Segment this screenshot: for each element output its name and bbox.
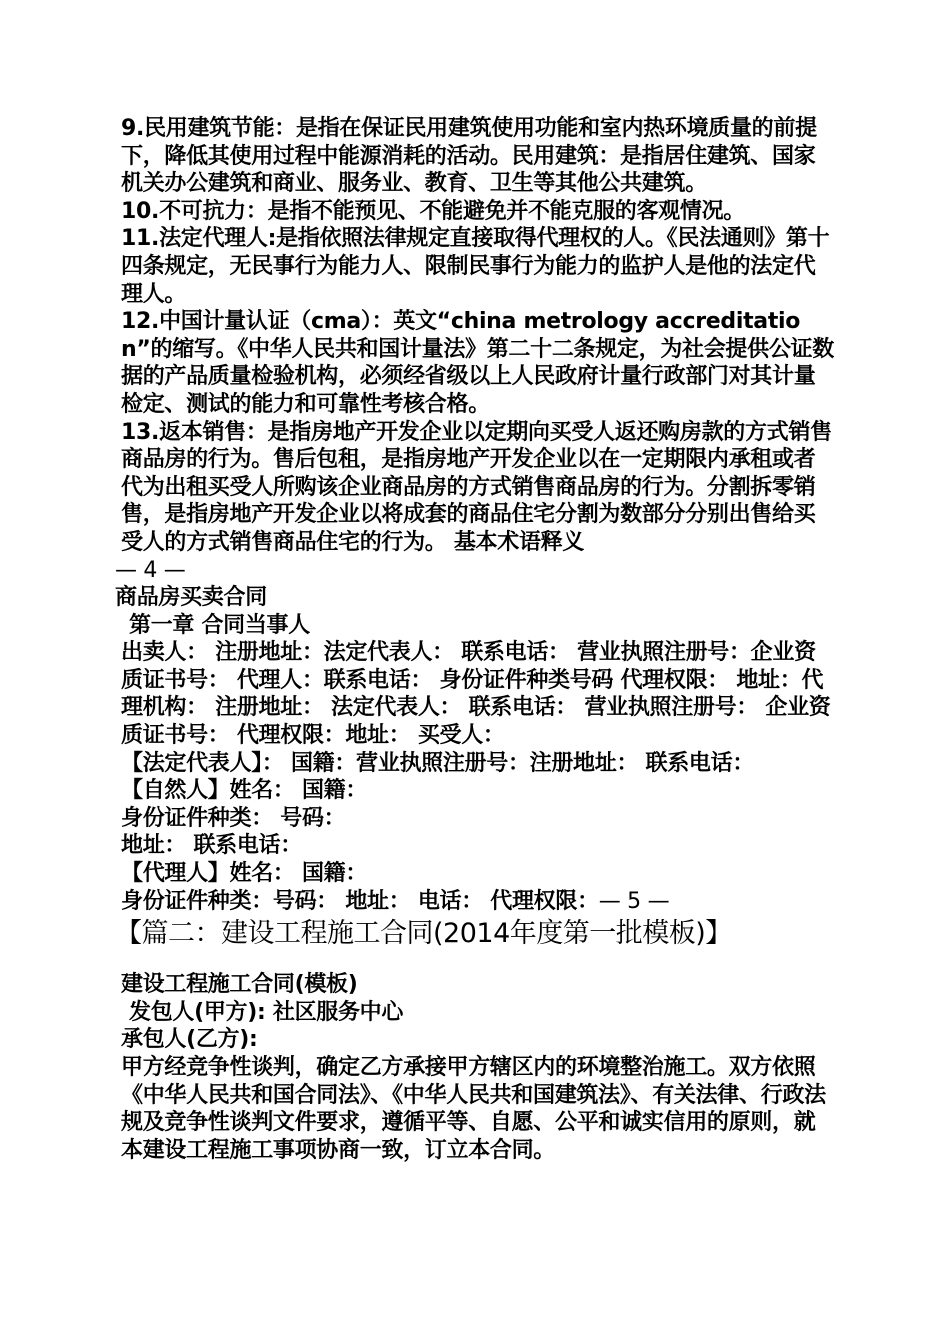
term-12-paragraph: 12.中国计量认证（cma）：英文“china metrology accreditation”的缩写。《中华人民共和国计量法》第二十二条规定，为社会提供公证数据的产品质量检验机构，必须经省级以上人民政府计量行政部门对其计量检定、测试的能力和可靠性考核合格。 (121, 309, 834, 417)
agent-line: 【代理人】姓名： 国籍： (121, 861, 368, 887)
chapter-heading: 第一章 合同当事人 (129, 612, 310, 638)
id-type-line: 身份证件种类： 号码： (121, 805, 346, 831)
seller-parties-block: 出卖人： 注册地址：法定代表人： 联系电话： 营业执照注册号：企业资质证书号： 代理人：联系电话： 身份证件种类号码 代理权限： 地址：代理机构： 注册地址： 法定代表人： 联系电话： 营业执照注册号： 企业资质证书号： 代理权限：地址： 买受人： (121, 640, 831, 749)
contract-body-paragraph: 甲方经竞争性谈判，确定乙方承接甲方辖区内的环境整治施工。双方依照《中华人民共和国合同法》、《中华人民共和国建筑法》、有关法律、行政法规及竞争性谈判文件要求，遵循平等、自愿、公平和诚实信用的原则，就本建设工程施工事项协商一致，订立本合同。 (121, 1055, 826, 1163)
employer-label: 发包人(甲方): (129, 999, 266, 1025)
employer-line (115, 999, 837, 1027)
document-content (115, 115, 837, 1164)
contractor-line: 承包人(乙方): (121, 1027, 258, 1053)
term-9-paragraph: 9.民用建筑节能：是指在保证民用建筑使用功能和室内热环境质量的前提下，降低其使用过程中能源消耗的活动。民用建筑：是指居住建筑、国家机关办公建筑和商业、服务业、教育、卫生等其他公共建筑。 (121, 116, 817, 197)
employer-value: 社区服务中心 (272, 999, 404, 1025)
natural-person-line: 【自然人】姓名： 国籍： (121, 778, 368, 804)
page-number-4: — 4 — (115, 557, 186, 583)
construction-contract-title: 建设工程施工合同(模板) (121, 972, 358, 998)
agent-id-text: 身份证件种类：号码： 地址： 电话： 代理权限： (121, 888, 599, 914)
section-2-title: 【篇二：建设工程施工合同(2014年度第一批模板)】 (115, 918, 732, 950)
term-10-paragraph: 10.不可抗力：是指不能预见、不能避免并不能克服的客观情况。 (121, 198, 745, 224)
page-number-5: — 5 — (598, 888, 670, 914)
legal-rep-line: 【法定代表人】： 国籍：营业执照注册号：注册地址： 联系电话： (121, 750, 755, 776)
contract-title: 商品房买卖合同 (115, 585, 267, 611)
address-line: 地址： 联系电话： (121, 833, 302, 859)
term-13-paragraph: 13.返本销售：是指房地产开发企业以定期向买受人返还购房款的方式销售商品房的行为。售后包租，是指房地产开发企业以在一定期限内承租或者代为出租买受人所购该企业商品房的方式销售商品房的行为。分割拆零销售，是指房地产开发企业以将成套的商品住宅分割为数部分分别出售给买受人的方式销售商品住宅的行为。 基本术语释义 (121, 419, 832, 555)
term-11-paragraph: 11.法定代理人:是指依照法律规定直接取得代理权的人。《民法通则》第十四条规定，无民事行为能力人、限制民事行为能力的监护人是他的法定代理人。 (121, 226, 830, 307)
agent-id-line (115, 888, 837, 916)
